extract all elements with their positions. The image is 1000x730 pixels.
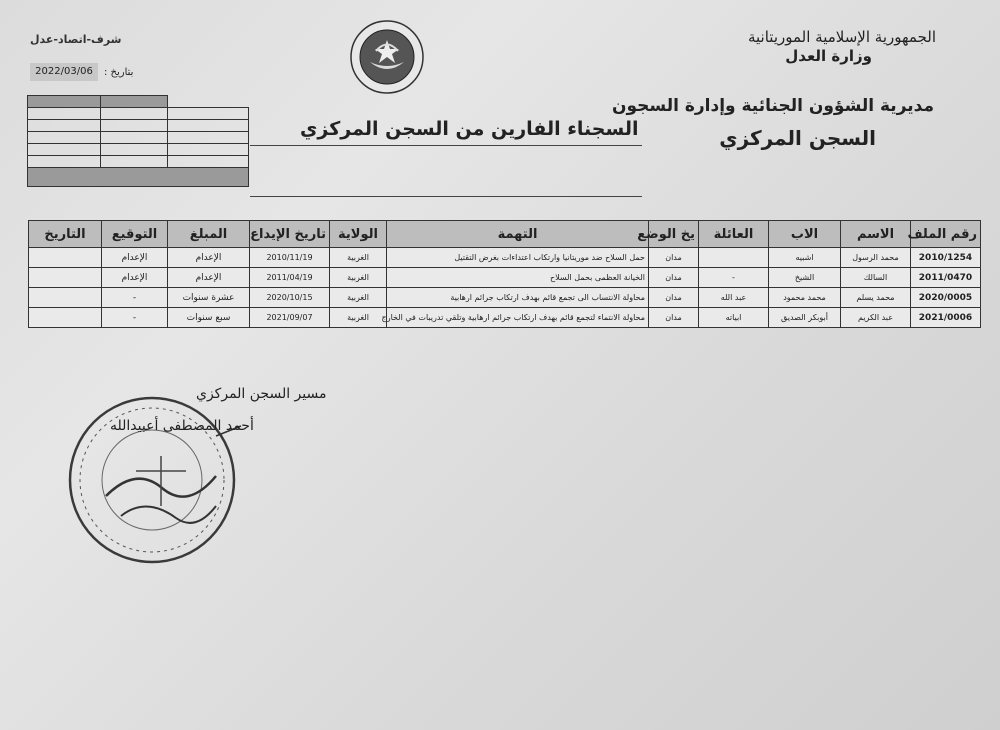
- cell-charge: حمل السلاح ضد موريتانيا وارتكاب اعتداءات بغرض التقتيل: [387, 248, 649, 268]
- col-family: العائلة: [699, 221, 769, 248]
- cell-charge: الخيانة العظمى بحمل السلاح: [387, 268, 649, 288]
- republic-heading: الجمهورية الإسلامية الموريتانية: [747, 28, 936, 46]
- cell-charge: محاولة الانتساب الى تجمع قائم بهدف ارتكاب جرائم ارهابية: [387, 288, 649, 308]
- table-header-row: [29, 221, 981, 248]
- cell-date: [29, 308, 102, 328]
- col-name: الاسم: [841, 221, 911, 248]
- cell-status: مدان: [649, 288, 699, 308]
- cell-deposit-date: 2020/10/15: [250, 288, 330, 308]
- col-signature: التوقيع: [102, 221, 168, 248]
- date-value: 2022/03/06: [30, 63, 98, 81]
- title-underline: [250, 145, 642, 146]
- cell-file-number: 2020/0005: [911, 288, 981, 308]
- cell-wilaya: الغربية: [330, 248, 387, 268]
- cell-charge: محاولة الانتماء لتجمع قائم بهدف ارتكاب جرائم ارهابية وتلقي تدريبات في الخارج: [387, 308, 649, 328]
- cell-family: ابياته: [699, 308, 769, 328]
- col-wilaya: الولاية: [330, 221, 387, 248]
- document-title: السجناء الفارين من السجن المركزي: [300, 118, 639, 140]
- date-label: بتاريخ :: [104, 67, 134, 78]
- cell-name: عبد الكريم: [841, 308, 911, 328]
- cell-family: -: [699, 268, 769, 288]
- table-row: [29, 248, 981, 268]
- blank-form-grid: [27, 95, 249, 187]
- cell-status: مدان: [649, 248, 699, 268]
- state-seal-icon: [348, 18, 426, 96]
- cell-status: مدان: [649, 308, 699, 328]
- col-file-number: رقم الملف: [911, 221, 981, 248]
- col-father: الاب: [769, 221, 841, 248]
- col-status: يخ الوضع: [649, 221, 699, 248]
- cell-amount: الإعدام: [168, 248, 250, 268]
- cell-amount: عشرة سنوات: [168, 288, 250, 308]
- cell-file-number: 2011/0470: [911, 268, 981, 288]
- cell-signature: الإعدام: [102, 268, 168, 288]
- table-row: [29, 308, 981, 328]
- signatory-role: مسير السجن المركزي: [196, 386, 327, 402]
- table-row: [29, 288, 981, 308]
- cell-wilaya: الغربية: [330, 268, 387, 288]
- cell-date: [29, 288, 102, 308]
- cell-father: اشبيه: [769, 248, 841, 268]
- cell-signature: الإعدام: [102, 248, 168, 268]
- cell-amount: الإعدام: [168, 268, 250, 288]
- cell-signature: -: [102, 288, 168, 308]
- col-date: التاريخ: [29, 221, 102, 248]
- cell-deposit-date: 2010/11/19: [250, 248, 330, 268]
- table-row: [29, 268, 981, 288]
- cell-deposit-date: 2021/09/07: [250, 308, 330, 328]
- col-amount: المبلغ: [168, 221, 250, 248]
- cell-file-number: 2010/1254: [911, 248, 981, 268]
- cell-father: الشيخ: [769, 268, 841, 288]
- signatory-name: أحمد المصطفى أعبيدالله: [110, 418, 254, 434]
- col-deposit-date: تاريخ الإيداع: [250, 221, 330, 248]
- cell-status: مدان: [649, 268, 699, 288]
- cell-date: [29, 268, 102, 288]
- cell-name: محمد يسلم: [841, 288, 911, 308]
- cell-file-number: 2021/0006: [911, 308, 981, 328]
- cell-deposit-date: 2011/04/19: [250, 268, 330, 288]
- cell-family: عبد الله: [699, 288, 769, 308]
- cell-father: محمد محمود: [769, 288, 841, 308]
- cell-name: محمد الرسول: [841, 248, 911, 268]
- cell-wilaya: الغربية: [330, 308, 387, 328]
- cell-signature: -: [102, 308, 168, 328]
- reference-number: شرف-اتصاد-عدل: [30, 33, 122, 46]
- cell-father: أبوبكر الصديق: [769, 308, 841, 328]
- cell-amount: سبع سنوات: [168, 308, 250, 328]
- directorate-heading: مديرية الشؤون الجنائية وإدارة السجون: [611, 96, 934, 116]
- divider-line: [250, 196, 642, 197]
- cell-date: [29, 248, 102, 268]
- cell-family: [699, 248, 769, 268]
- col-charge: التهمة: [387, 221, 649, 248]
- cell-wilaya: الغربية: [330, 288, 387, 308]
- fugitives-table: [28, 220, 981, 328]
- cell-name: السالك: [841, 268, 911, 288]
- prison-heading: السجن المركزي: [719, 126, 876, 150]
- ministry-heading: وزارة العدل: [785, 47, 872, 65]
